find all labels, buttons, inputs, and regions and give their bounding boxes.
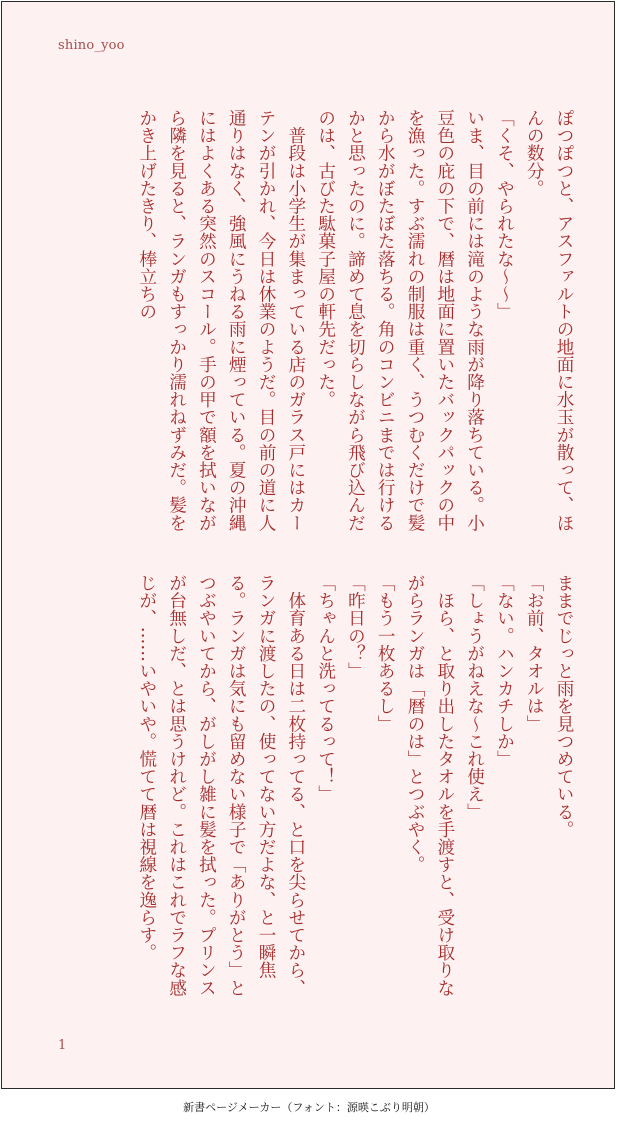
paragraph: 「ない。ハンカチしか」 xyxy=(494,574,515,768)
text-block-top xyxy=(58,109,578,545)
paragraph: 「もう一枚あるし」 xyxy=(375,574,396,733)
page-number: 1 xyxy=(58,1038,67,1053)
paragraph: 「しょうがねえな〜これ使え」 xyxy=(464,574,485,821)
paragraph: いま、目の前には滝のような雨が降り落ちている。小豆色の庇の下で、暦は地面に置いたバックパックの中を漁った。すぶ濡れの制服は重く、うつむくだけで髪から水がぼたぼた落ちる。角のコンビニまでは行けるかと思ったのに。諦めて息を切らしながら飛び込んだのは、古びた駄菓子屋の軒先だった。 xyxy=(315,109,485,532)
paragraph: 「くそ、やられたな〜〜」 xyxy=(494,109,515,321)
paragraph: ほら、と取り出したタオルを手渡すと、受け取りながらランガは「暦のは」とつぶやく。 xyxy=(405,574,455,997)
text-block-bottom xyxy=(58,574,578,1010)
paragraph: 「昨日の？」 xyxy=(345,574,366,680)
paragraph: ぽつぽつと、アスファルトの地面に水玉が散って、ほんの数分。 xyxy=(524,109,574,532)
author-name: shino_yoo xyxy=(58,38,125,53)
footer-credit: 新書ページメーカー（フォント：源暎こぶり明朝） xyxy=(183,1101,435,1114)
paragraph: ままでじっと雨を見つめている。 xyxy=(554,574,574,838)
book-page xyxy=(1,1,615,1089)
paragraph: 「お前、タオルは」 xyxy=(524,574,545,733)
paragraph: 普段は小学生が集まっている店のガラス戸にはカーテンが引かれ、今日は休業のようだ。目の前の道に人通りはなく、強風にうねる雨に煙っている。夏の沖縄にはよくある突然のスコール。手の甲で額を拭いながら隣を見ると、ランガもすっかり濡れねずみだ。髪をかき上げたきり、棒立ちの xyxy=(136,109,306,532)
paragraph: 「ちゃんと洗ってるって！」 xyxy=(315,574,336,803)
paragraph: 体育ある日は二枚持ってる、と口を尖らせてから、ランガに渡したの、使ってない方だよな、と一瞬焦る。ランガは気にも留めない様子で「ありがとう」とつぶやいてから、がしがし雑に髪を拭った。プリンスが台無しだ、とは思うけれど。これはこれでラフな感じが、……いやいや。慌てて暦は視線を逸らす。 xyxy=(136,574,306,997)
